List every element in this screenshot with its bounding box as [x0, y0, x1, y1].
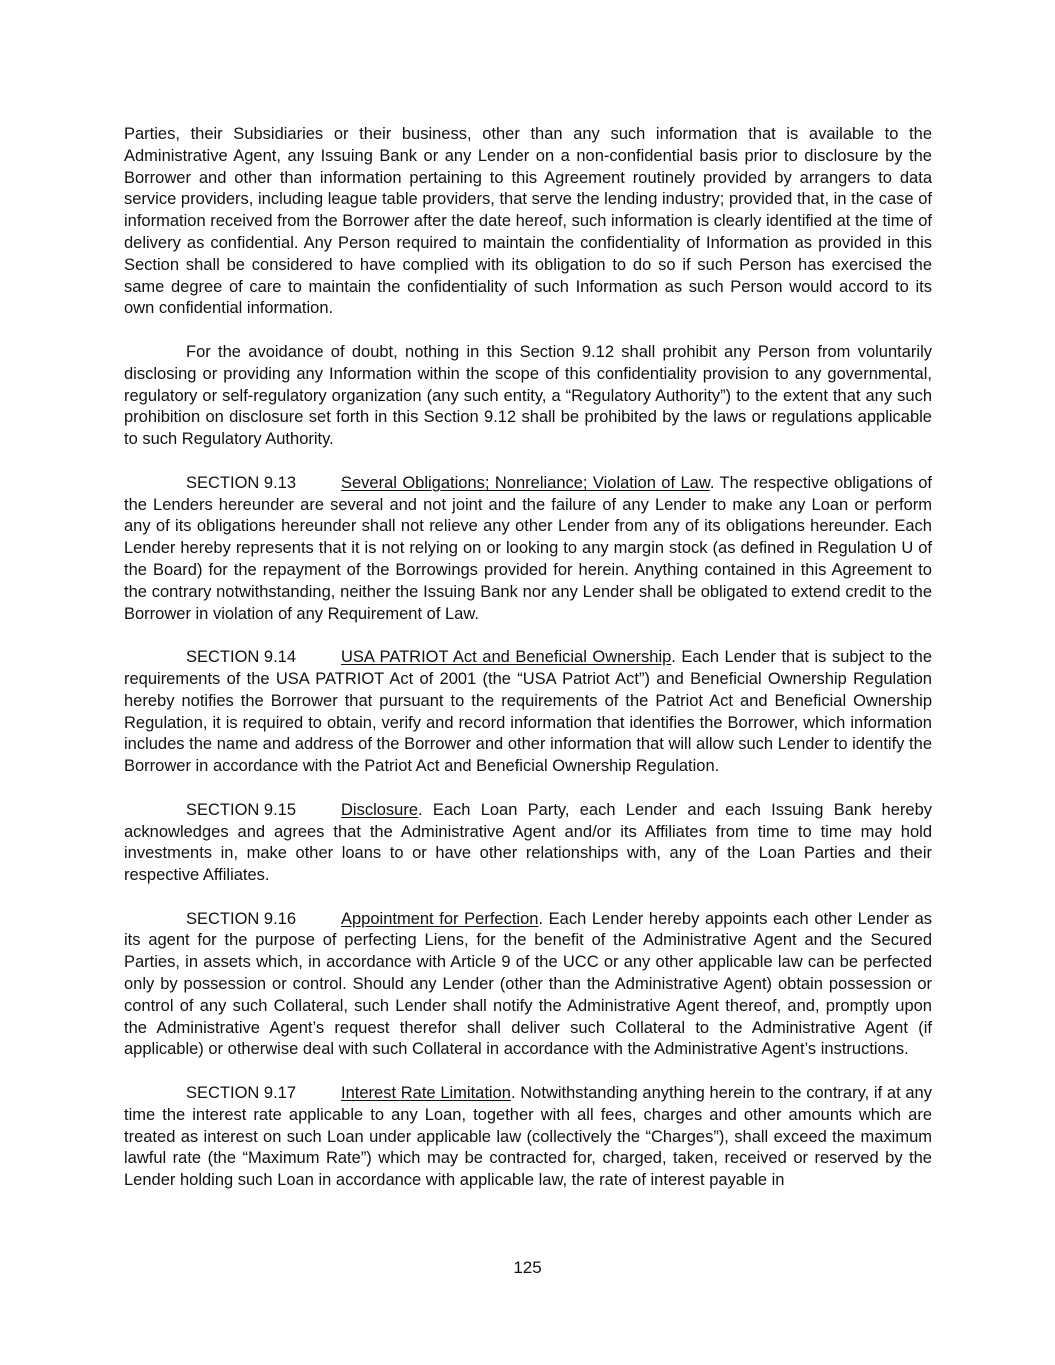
section-body: . Each Lender hereby appoints each other Lender as its agent for the purpose of perfecting Liens, for the benefit of the Administrative Agent and the Secured Parties, in assets which, in accordance with Article 9 of the UCC or any other applicable law can be perfected only by possession or control. Should any Lender (other than the Administrative Agent) obtain possession or control of any such Collateral, such Lender shall notify the Administrative Agent thereof, and, promptly upon the Administrative Agent’s request therefor shall deliver such Collateral to the Administrative Agent (if applicable) or otherwise deal with such Collateral in accordance with the Administrative Agent’s instructions.: [124, 909, 932, 1059]
section-number: SECTION 9.17: [186, 1084, 297, 1103]
page-number: 125: [513, 1258, 542, 1277]
section-9-13: [124, 473, 932, 626]
section-number: SECTION 9.15: [186, 800, 297, 819]
section-heading: Interest Rate Limitation: [341, 1084, 511, 1103]
section-heading: Several Obligations; Nonreliance; Violation of Law: [341, 473, 710, 492]
section-body: . Notwithstanding anything herein to the contrary, if at any time the interest rate applicable to any Loan, together with all fees, charges and other amounts which are treated as interest on such Loan under applicable law (collectively the “Charges”), shall exceed the maximum lawful rate (the “Maximum Rate”) which may be contracted for, charged, taken, received or reserved by the Lender holding such Loan in accordance with applicable law, the rate of interest payable in: [124, 1084, 932, 1190]
section-heading: USA PATRIOT Act and Beneficial Ownership: [341, 648, 672, 667]
section-body: . Each Loan Party, each Lender and each Issuing Bank hereby acknowledges and agrees that the Administrative Agent and/or its Affiliates from time to time may hold investments in, make other loans to or have other relationships with, any of the Loan Parties and their respective Affiliates.: [124, 800, 932, 885]
section-number: SECTION 9.14: [186, 648, 297, 667]
document-page: [124, 124, 932, 1192]
section-number: SECTION 9.16: [186, 909, 297, 928]
regulatory-authority-paragraph: For the avoidance of doubt, nothing in this Section 9.12 shall prohibit any Person from voluntarily disclosing or providing any Information within the scope of this confidentiality provision to any governmental, regulatory or self-regulatory organization (any such entity, a “Regulatory Authority”) to the extent that any such prohibition on disclosure set forth in this Section 9.12 shall be prohibited by the laws or regulations applicable to such Regulatory Authority.: [124, 342, 932, 449]
section-body: . The respective obligations of the Lenders hereunder are several and not joint and the failure of any Lender to make any Loan or perform any of its obligations hereunder shall not relieve any other Lender from any of its obligations hereunder. Each Lender hereby represents that it is not relying on or looking to any margin stock (as defined in Regulation U of the Board) for the repayment of the Borrowings provided for herein. Anything contained in this Agreement to the contrary notwithstanding, neither the Issuing Bank nor any Lender shall be obligated to extend credit to the Borrower in violation of any Requirement of Law.: [124, 473, 932, 623]
section-9-17: [124, 1083, 932, 1192]
section-9-16: [124, 909, 932, 1062]
section-9-14: [124, 647, 932, 778]
section-heading: Appointment for Perfection: [341, 909, 539, 928]
section-number: SECTION 9.13: [186, 473, 297, 492]
section-heading: Disclosure: [341, 800, 419, 819]
section-9-15: [124, 800, 932, 887]
confidentiality-continuation-paragraph: Parties, their Subsidiaries or their business, other than any such information that is available to the Administrative Agent, any Issuing Bank or any Lender on a non-confidential basis prior to disclosure by the Borrower and other than information pertaining to this Agreement routinely provided by arrangers to data service providers, including league table providers, that serve the lending industry; provided that, in the case of information received from the Borrower after the date hereof, such information is clearly identified at the time of delivery as confidential. Any Person required to maintain the confidentiality of Information as provided in this Section shall be considered to have complied with its obligation to do so if such Person has exercised the same degree of care to maintain the confidentiality of such Information as such Person would accord to its own confidential information.: [124, 125, 932, 318]
section-body: . Each Lender that is subject to the requirements of the USA PATRIOT Act of 2001 (the “USA Patriot Act”) and Beneficial Ownership Regulation hereby notifies the Borrower that pursuant to the requirements of the Patriot Act and Beneficial Ownership Regulation, it is required to obtain, verify and record information that identifies the Borrower, which information includes the name and address of the Borrower and other information that will allow such Lender to identify the Borrower in accordance with the Patriot Act and Beneficial Ownership Regulation.: [124, 648, 932, 776]
